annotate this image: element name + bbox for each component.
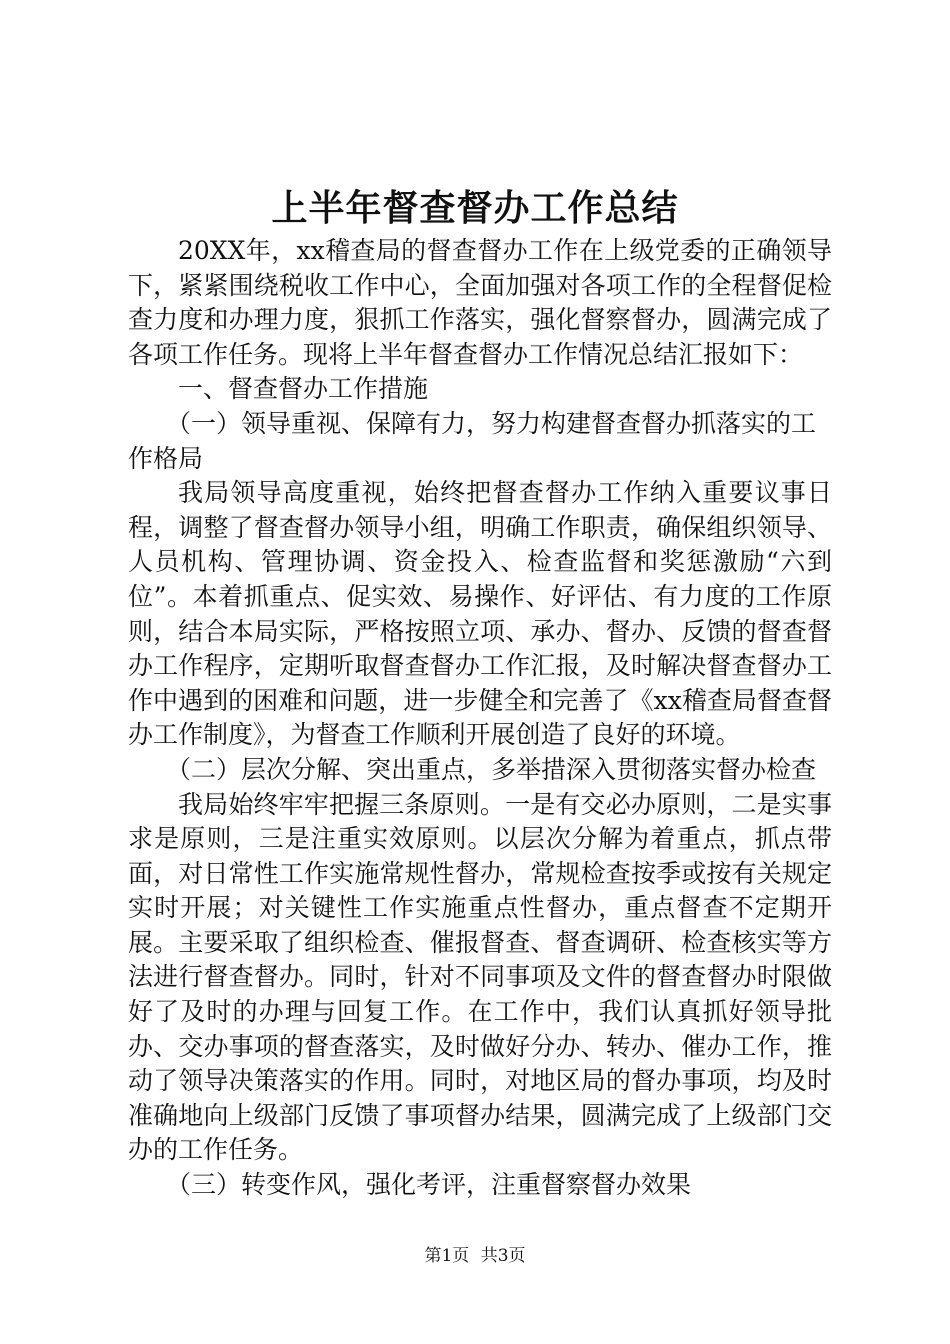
subsection-1-heading: （一）领导重视、保障有力，努力构建督查督办抓落实的工作格局 — [128, 408, 817, 473]
page-total: 共3页 — [480, 1246, 526, 1266]
subsection-2-body: 我局始终牢牢把握三条原则。一是有交必办原则，二是实事求是原则，三是注重实效原则。以层次分解为着重点，抓点带面，对日常性工作实施常规性督办，常规检查按季或按有关规定实时开展；对关键性工作实施重点性督办，重点督查不定期开展。主要采取了组织检查、催报督查、督查调研、检查核实等方法进行督查督办。同时，针对不同事项及文件的督查督办时限做好了及时的办理与回复工作。在工作中，我们认真抓好领导批办、交办事项的督查落实，及时做好分办、转办、催办工作，推动了领导决策落实的作用。同时，对地区局的督办事项，均及时准确地向上级部门反馈了事项督办结果，圆满完成了上级部门交办的工作任务。 — [128, 789, 832, 1165]
subsection-3-heading: （三）转变作风，强化考评，注重督察督办效果 — [166, 1170, 692, 1200]
document-title: 上半年督查督办工作总结 — [271, 187, 679, 229]
section-1-heading: 一、督查督办工作措施 — [178, 374, 429, 404]
page-number: 第1页 — [424, 1246, 470, 1266]
subsection-2-heading: （二）层次分解、突出重点，多举措深入贯彻落实督办检查 — [166, 754, 817, 784]
intro-paragraph: 20XX年，xx稽查局的督查督办工作在上级党委的正确领导下，紧紧围绕税收工作中心，全面加强对各项工作的全程督促检查力度和办理力度，狠抓工作落实，强化督察督办，圆满完成了各项工作任务。现将上半年督查督办工作情况总结汇报如下： — [128, 236, 832, 369]
document-body — [128, 234, 832, 1203]
page-footer — [0, 1244, 950, 1268]
subsection-1-body: 我局领导高度重视，始终把督查督办工作纳入重要议事日程，调整了督查督办领导小组，明确工作职责，确保组织领导、人员机构、管理协调、资金投入、检查监督和奖惩激励“六到位”。本着抓重点、促实效、易操作、好评估、有力度的工作原则，结合本局实际，严格按照立项、承办、督办、反馈的督查督办工作程序，定期听取督查督办工作汇报，及时解决督查督办工作中遇到的困难和问题，进一步健全和完善了《xx稽查局督查督办工作制度》，为督查工作顺利开展创造了良好的环境。 — [128, 478, 832, 750]
